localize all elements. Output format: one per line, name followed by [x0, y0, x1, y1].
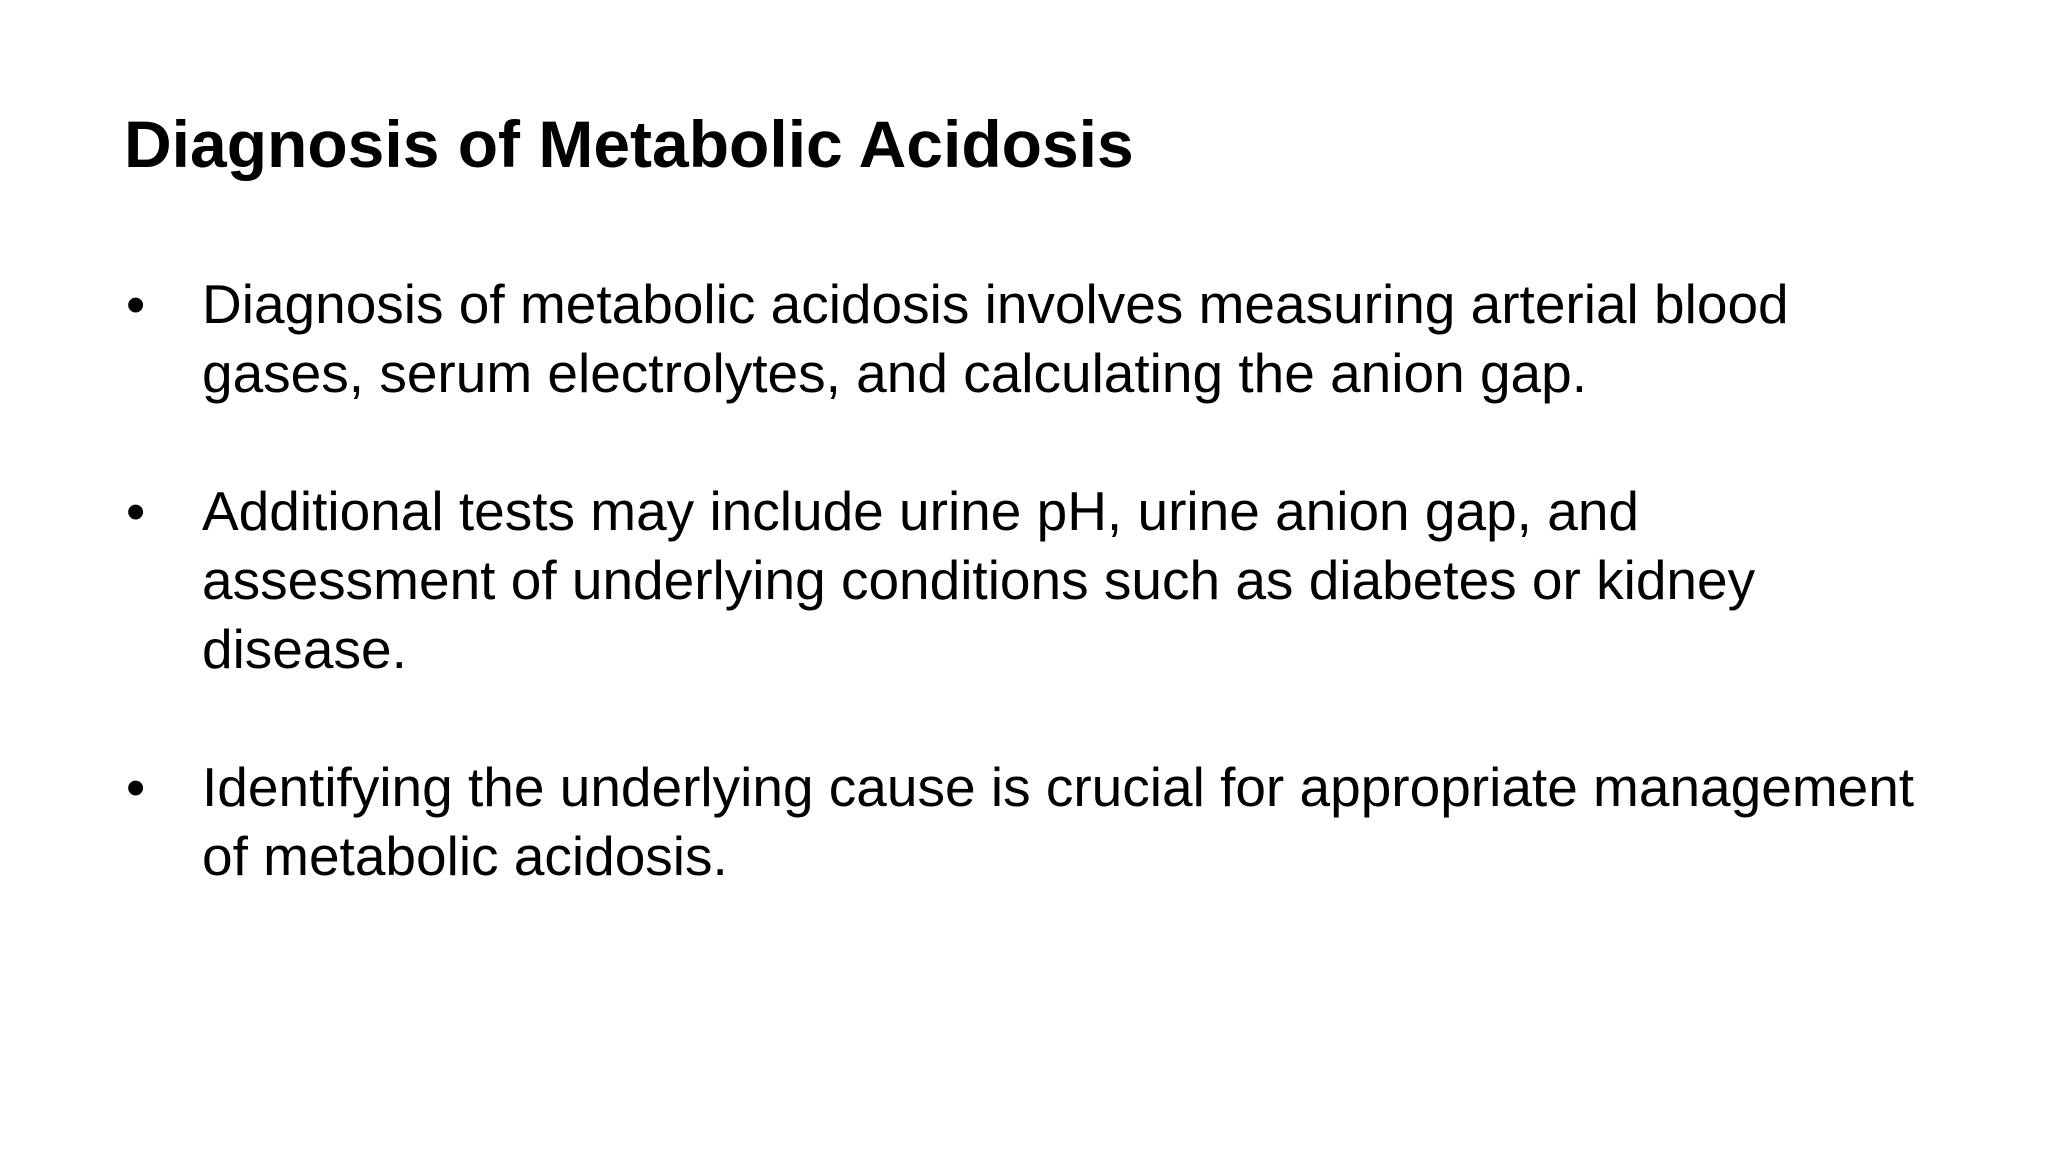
bullet-marker: • — [126, 273, 146, 335]
bullet-item-1 — [124, 270, 1924, 408]
bullet-list — [124, 270, 1924, 960]
bullet-text-1: Diagnosis of metabolic acidosis involves measuring arterial blood gases, serum electrolytes, and calculating the anion gap. — [202, 273, 1789, 404]
bullet-marker: • — [126, 480, 146, 542]
bullet-text-3: Identifying the underlying cause is crucial for appropriate management of metabolic acidosis. — [202, 756, 1915, 887]
bullet-item-3 — [124, 753, 1924, 891]
bullet-marker: • — [126, 756, 146, 818]
bullet-text-2: Additional tests may include urine pH, urine anion gap, and assessment of underlying conditions such as diabetes or kidney disease. — [202, 480, 1756, 680]
bullet-item-2 — [124, 477, 1924, 684]
slide-title: Diagnosis of Metabolic Acidosis — [124, 107, 1134, 181]
